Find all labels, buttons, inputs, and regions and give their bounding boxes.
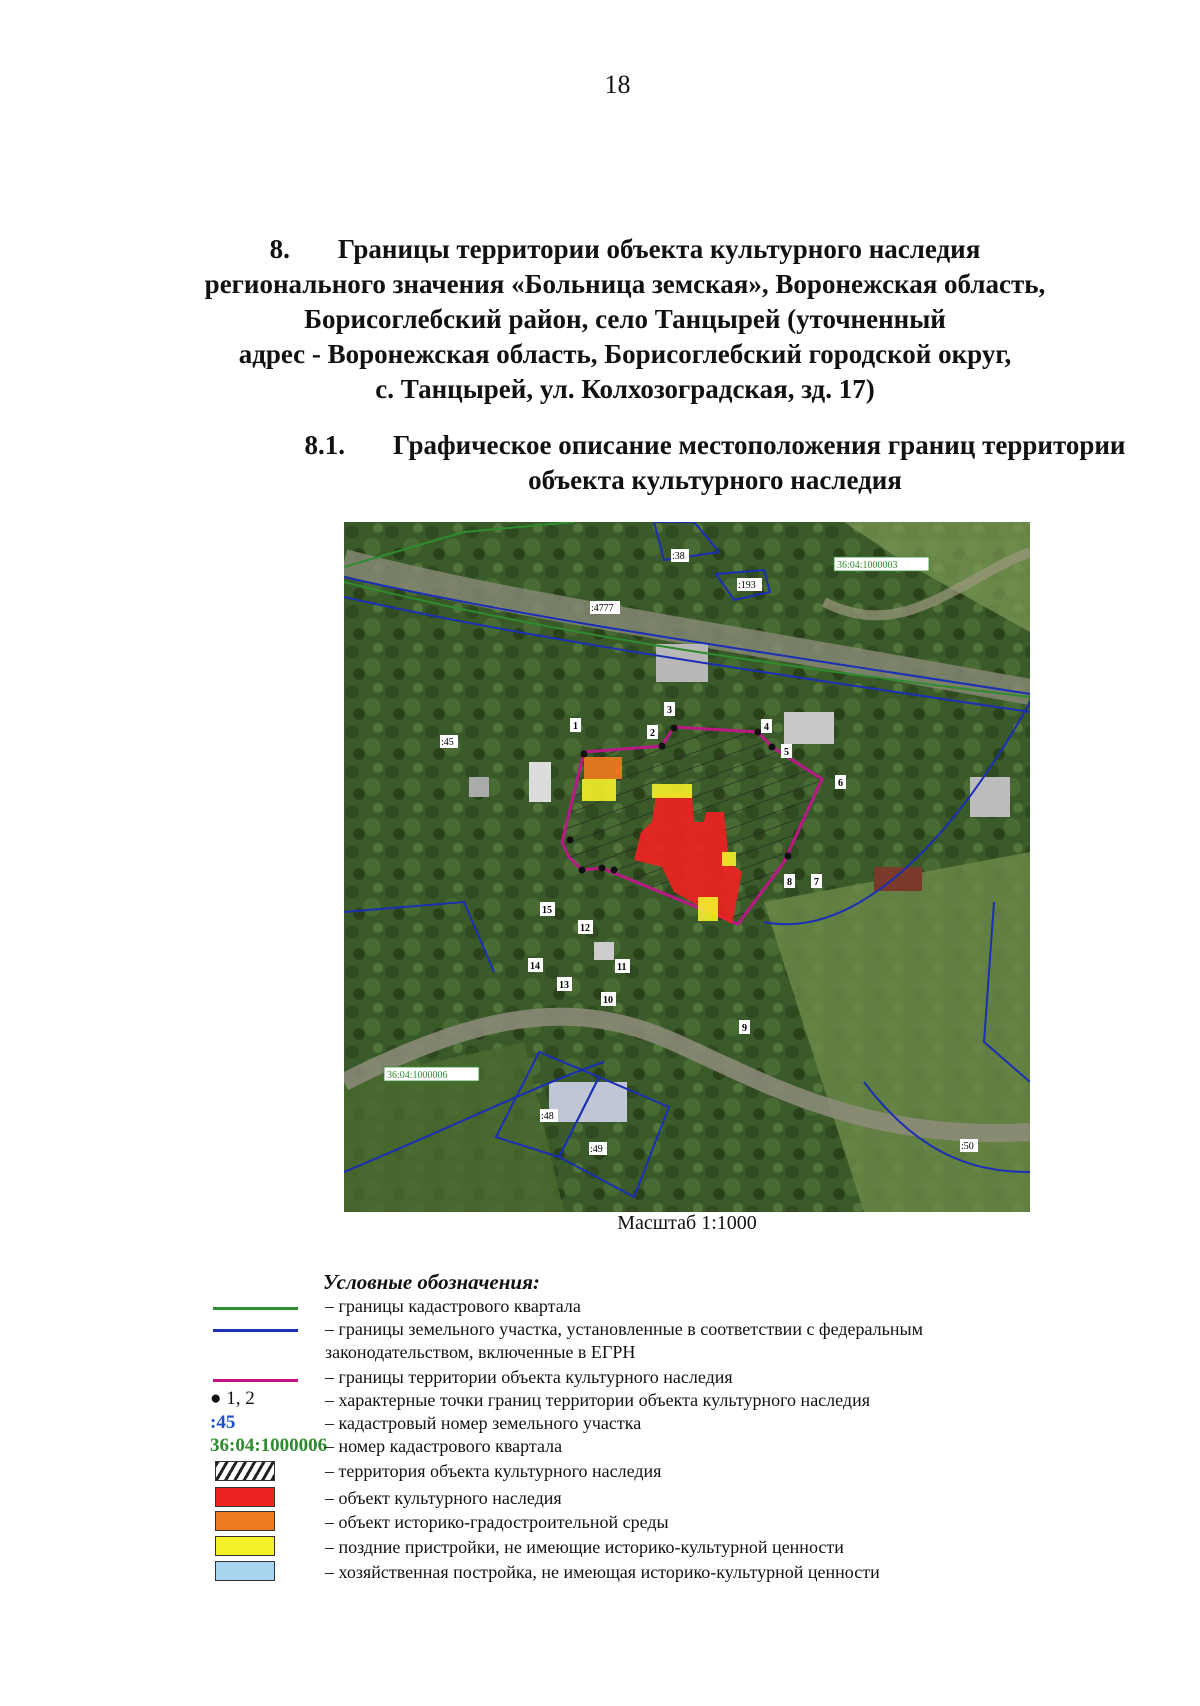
parcel-label-50: :50 (961, 1141, 974, 1152)
parcel-label-193: :193 (738, 580, 756, 591)
building (784, 712, 834, 744)
point-label-7: 7 (814, 877, 819, 888)
point-symbol: ● 1, 2 (210, 1388, 255, 1409)
legend-text: – кадастровый номер земельного участка (325, 1413, 642, 1433)
yellow-swatch-icon (215, 1536, 275, 1556)
boundary-point (769, 744, 776, 751)
point-label-6: 6 (838, 778, 843, 789)
boundary-point (659, 743, 666, 750)
late-addition (722, 852, 736, 866)
section-number: 8. (269, 234, 290, 264)
legend-text: – номер кадастрового квартала (325, 1436, 563, 1456)
boundary-point (785, 853, 792, 860)
boundary-point (567, 837, 574, 844)
point-label-10: 10 (603, 995, 613, 1006)
hatched-swatch-icon (215, 1461, 275, 1481)
legend-text: – объект историко-градостроительной среды (325, 1512, 669, 1532)
point-label-11: 11 (617, 962, 627, 973)
subsection-title-line-1: Графическое описание местоположения границ территории (393, 430, 1126, 460)
legend-text: – границы территории объекта культурного наследия (325, 1367, 733, 1387)
building (970, 777, 1010, 817)
point-label-15: 15 (542, 905, 552, 916)
legend-text: – хозяйственная постройка, не имеющая историко-культурной ценности (325, 1562, 880, 1582)
boundary-point (755, 729, 762, 736)
subsection-title (270, 428, 1160, 498)
cadastral-map (344, 522, 1030, 1212)
parcel-label-48: :48 (541, 1111, 554, 1122)
building (529, 762, 551, 802)
point-label-12: 12 (580, 923, 590, 934)
quarter-label-1000003: 36:04:1000003 (837, 560, 898, 571)
point-label-3: 3 (667, 705, 672, 716)
point-label-14: 14 (530, 961, 540, 972)
historic-environment-object (584, 757, 622, 779)
green-line-icon (213, 1307, 298, 1310)
section-title-line-2: регионального значения «Больница земская», Воронежская область, (204, 269, 1046, 299)
parcel-label-4777: :4777 (591, 603, 614, 614)
point-label-13: 13 (559, 980, 569, 991)
legend-text: – границы кадастрового квартала (325, 1296, 581, 1316)
page-number: 18 (604, 70, 631, 99)
section-title (180, 232, 1070, 407)
legend-text: – характерные точки границ территории объекта культурного наследия (325, 1390, 870, 1410)
building (469, 777, 489, 797)
boundary-point (599, 865, 606, 872)
point-label-1: 1 (573, 721, 578, 732)
orange-swatch-icon (215, 1511, 275, 1531)
legend-text: – территория объекта культурного наследия (325, 1461, 662, 1481)
section-title-line-1: Границы территории объекта культурного наследия (337, 234, 981, 264)
legend-text: – объект культурного наследия (325, 1488, 562, 1508)
parcel-label-49: :49 (590, 1144, 603, 1155)
late-addition (698, 897, 718, 921)
legend-title: Условные обозначения: (323, 1270, 540, 1294)
point-label-2: 2 (650, 728, 655, 739)
point-label-8: 8 (787, 877, 792, 888)
legend-text: – поздние пристройки, не имеющие историко-культурной ценности (325, 1537, 844, 1557)
late-addition (652, 784, 692, 798)
point-label-9: 9 (742, 1023, 747, 1034)
section-title-line-3: Борисоглебский район, село Танцырей (уточненный (304, 304, 946, 334)
building (594, 942, 614, 960)
parcel-label-38: :38 (672, 551, 685, 562)
subsection-number: 8.1. (304, 430, 345, 460)
quarter-label-1000006: 36:04:1000006 (387, 1070, 448, 1081)
boundary-point (671, 725, 678, 732)
section-title-line-4: адрес - Воронежская область, Борисоглебский городской округ, (238, 339, 1012, 369)
parcel-label-45: :45 (441, 737, 454, 748)
legend-text: – границы земельного участка, установленные в соответствии с федеральным законодательством, включенные в ЕГРН (325, 1319, 923, 1362)
boundary-point (581, 751, 588, 758)
blue-line-icon (213, 1329, 298, 1332)
parcel-number-symbol: :45 (210, 1412, 236, 1433)
red-swatch-icon (215, 1487, 275, 1507)
section-title-line-5: с. Танцырей, ул. Колхозоградская, зд. 17) (375, 374, 875, 404)
light-blue-swatch-icon (215, 1561, 275, 1581)
boundary-point (611, 867, 618, 874)
building (549, 1082, 627, 1122)
point-label-5: 5 (784, 747, 789, 758)
magenta-line-icon (213, 1379, 298, 1382)
point-label-4: 4 (764, 722, 769, 733)
quarter-number-symbol: 36:04:1000006 (210, 1435, 328, 1456)
boundary-point (579, 867, 586, 874)
subsection-title-line-2: объекта культурного наследия (528, 465, 902, 495)
late-addition (582, 779, 616, 801)
map-scale: Масштаб 1:1000 (617, 1212, 757, 1234)
